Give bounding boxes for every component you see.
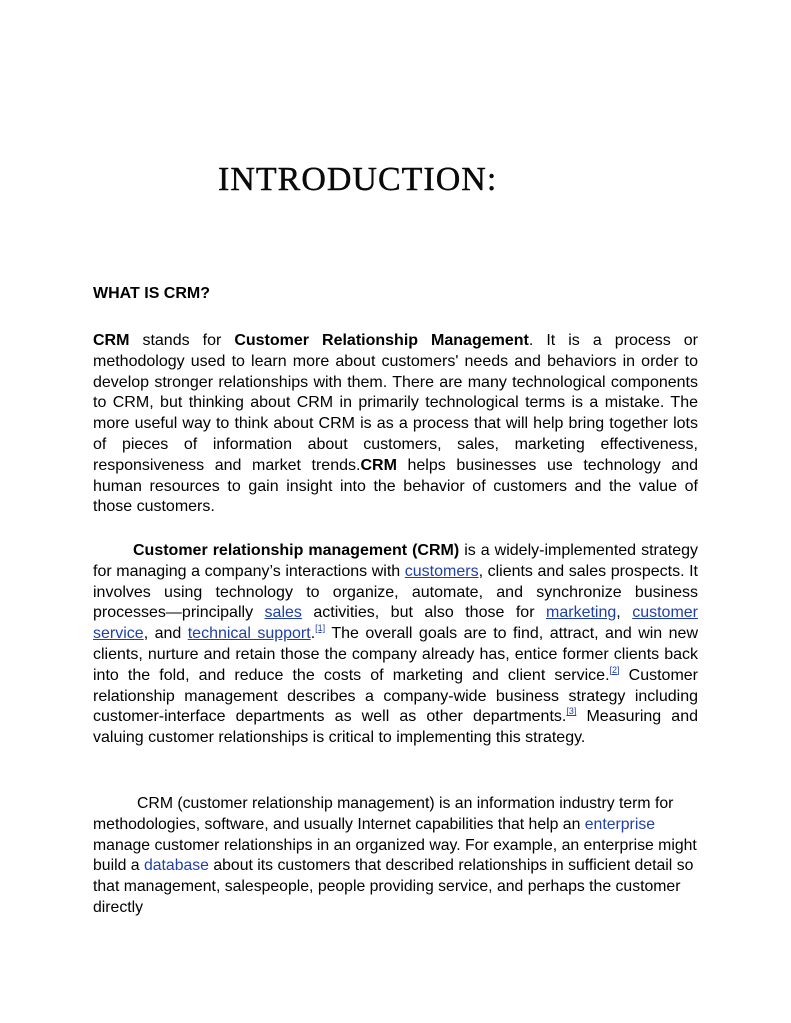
bold-term: Customer Relationship Management [234,332,529,349]
footnote-ref-1 [315,623,325,633]
text-run: Measuring and valuing customer relationships is critical to implementing this strategy. [93,708,698,747]
paragraph-crm-industry-term [93,794,698,919]
paragraph-crm-definition [93,331,698,518]
text-run: The overall goals are to find, attract, and win new clients, nurture and retain those the company already has, entice former clients back into the fold, and reduce the costs of marketing and client service. [93,625,698,684]
text-run: is a widely-implemented strategy for managing a company’s interactions with [93,542,698,580]
text-run: CRM (customer relationship management) is an information industry term for methodologies, software, and usually Internet capabilities that help an [93,795,674,833]
text-run: , and [143,625,188,643]
link-enterprise[interactable]: enterprise [584,815,656,833]
footnote-ref-2 [610,665,620,675]
bold-term: CRM [360,456,397,474]
footnote-link-1[interactable]: [1] [315,623,326,634]
text-run: helps businesses use technology and human resources to gain insight into the behavior of customers and the value of those customers. [93,456,699,516]
text-run: . It is a process or methodology used to learn more about customers' needs and behaviors in order to develop stronger relationships with them. There are many technological components to CRM, but thinking about CRM in primarily technological terms is a mistake. The more useful way to think about CRM is as a process that will help bring together lots of pieces of information about customers, sales, marketing effectiveness, responsiveness and market trends. [93,332,699,474]
footnote-link-3[interactable]: [3] [566,706,577,717]
bold-term: Customer relationship management (CRM) [133,542,460,559]
footnote-link-2[interactable]: [2] [609,664,620,675]
text-run: about its customers that described relationships in sufficient detail so that management, salespeople, people providing service, and perhaps the customer directly [93,857,694,916]
text-run: manage customer relationships in an organized way. For example, an enterprise might build a [93,836,697,875]
text-run: , clients and sales prospects. It involves using technology to organize, automate, and synchronize business processes—principally [93,562,698,622]
link-sales[interactable]: sales [264,604,302,622]
link-customers[interactable]: customers [404,562,479,580]
bold-term: CRM [93,332,130,349]
text-run: activities, but also those for [301,604,547,622]
link-database[interactable]: database [143,857,209,875]
text-run: Customer relationship management describes a company-wide business strategy including customer-interface departments as well as other departments. [93,666,698,726]
link-marketing[interactable]: marketing [546,604,617,622]
paragraph-crm-strategy [93,541,698,749]
section-heading: WHAT IS CRM? [93,285,211,302]
page-title: INTRODUCTION: [218,161,498,198]
text-run: , [616,604,633,622]
link-customer-service[interactable]: customer service [93,604,698,643]
text-run: . [310,625,316,643]
text-run: stands for [129,332,235,349]
link-technical-support[interactable]: technical support [187,625,311,643]
footnote-ref-3 [566,706,576,716]
